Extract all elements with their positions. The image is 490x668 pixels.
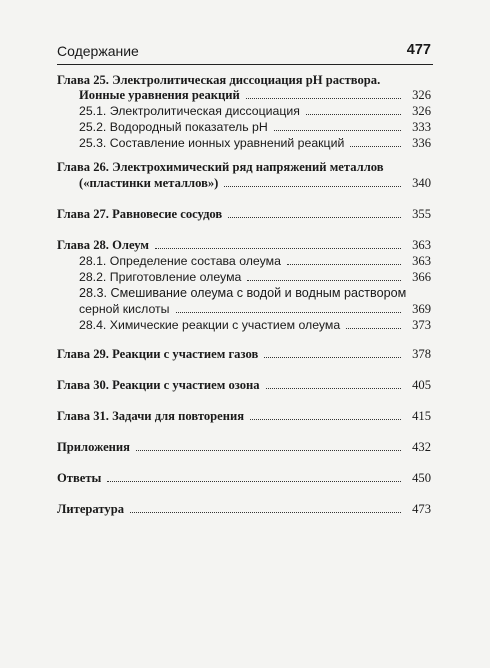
page-number: 366 bbox=[412, 270, 431, 284]
page-number: 432 bbox=[412, 440, 431, 454]
chapter-25-subtitle: Ионные уравнения реакций bbox=[79, 88, 240, 102]
leader-dots bbox=[247, 279, 401, 281]
chapter-26-subtitle: («пластинки металлов») bbox=[79, 176, 219, 190]
toc-entry-28-4[interactable] bbox=[79, 317, 431, 333]
leader-dots bbox=[224, 185, 401, 187]
leader-dots bbox=[350, 145, 401, 147]
page-number: 336 bbox=[412, 136, 431, 150]
chapter-label: Глава 30. Реакции с участием озона bbox=[57, 378, 260, 392]
toc-entry-appendix[interactable] bbox=[57, 439, 431, 455]
running-header bbox=[57, 40, 433, 65]
page-number: 369 bbox=[412, 302, 431, 316]
section-label: 25.2. Водородный показатель pH bbox=[79, 120, 268, 134]
page-number: 333 bbox=[412, 120, 431, 134]
toc-entry-chapter-26[interactable] bbox=[79, 175, 431, 191]
toc-entry-28-2[interactable] bbox=[79, 269, 431, 285]
toc-entry-28-1[interactable] bbox=[79, 253, 431, 269]
header-title: Содержание bbox=[57, 43, 139, 59]
toc-entry-25-3[interactable] bbox=[79, 135, 431, 151]
chapter-label: Литература bbox=[57, 502, 125, 516]
leader-dots bbox=[130, 511, 401, 513]
page-number: 415 bbox=[412, 409, 431, 423]
chapter-26-title: Глава 26. Электрохимический ряд напряжений металлов bbox=[57, 160, 384, 174]
chapter-label: Глава 27. Равновесие сосудов bbox=[57, 207, 223, 221]
leader-dots bbox=[136, 449, 401, 451]
chapter-label: Глава 31. Задачи для повторения bbox=[57, 409, 245, 423]
page-number: 340 bbox=[412, 176, 431, 190]
section-28-3-continuation: серной кислоты bbox=[79, 302, 170, 316]
toc-entry-chapter-30[interactable] bbox=[57, 377, 431, 393]
leader-dots bbox=[107, 480, 401, 482]
toc-entry-28-3[interactable] bbox=[79, 301, 431, 317]
leader-dots bbox=[274, 129, 401, 131]
toc-entry-literature[interactable] bbox=[57, 501, 431, 517]
toc-entry-25-2[interactable] bbox=[79, 119, 431, 135]
toc-entry-chapter-28[interactable] bbox=[57, 237, 431, 253]
page-number: 378 bbox=[412, 347, 431, 361]
leader-dots bbox=[250, 418, 401, 420]
page-number: 373 bbox=[412, 318, 431, 332]
section-28-3-title: 28.3. Смешивание олеума с водой и водным раствором bbox=[79, 286, 407, 300]
leader-dots bbox=[246, 97, 401, 99]
section-label: 25.3. Составление ионных уравнений реакций bbox=[79, 136, 345, 150]
leader-dots bbox=[176, 311, 402, 313]
leader-dots bbox=[228, 216, 401, 218]
toc-entry-chapter-29[interactable] bbox=[57, 346, 431, 362]
section-label: 25.1. Электролитическая диссоциация bbox=[79, 104, 300, 118]
toc-entry-25-1[interactable] bbox=[79, 103, 431, 119]
toc-entry-chapter-25[interactable] bbox=[79, 87, 431, 103]
chapter-label: Ответы bbox=[57, 471, 102, 485]
toc-entry-chapter-27[interactable] bbox=[57, 206, 431, 222]
chapter-label: Глава 29. Реакции с участием газов bbox=[57, 347, 259, 361]
page-number: 326 bbox=[412, 88, 431, 102]
leader-dots bbox=[306, 113, 401, 115]
leader-dots bbox=[346, 327, 401, 329]
page-number: 473 bbox=[412, 502, 431, 516]
page-number: 326 bbox=[412, 104, 431, 118]
section-label: 28.1. Определение состава олеума bbox=[79, 254, 281, 268]
page-number: 355 bbox=[412, 207, 431, 221]
leader-dots bbox=[287, 263, 401, 265]
leader-dots bbox=[264, 356, 401, 358]
page-number: 363 bbox=[412, 238, 431, 252]
leader-dots bbox=[266, 387, 401, 389]
page-number: 450 bbox=[412, 471, 431, 485]
chapter-label: Приложения bbox=[57, 440, 130, 454]
chapter-label: Глава 28. Олеум bbox=[57, 238, 149, 252]
section-label: 28.4. Химические реакции с участием олеума bbox=[79, 318, 341, 332]
header-page-number: 477 bbox=[406, 42, 431, 58]
page-number: 363 bbox=[412, 254, 431, 268]
leader-dots bbox=[155, 247, 401, 249]
section-label: 28.2. Приготовление олеума bbox=[79, 270, 242, 284]
toc-entry-answers[interactable] bbox=[57, 470, 431, 486]
chapter-25-title: Глава 25. Электролитическая диссоциация pH раствора. bbox=[57, 73, 381, 87]
toc-entry-chapter-31[interactable] bbox=[57, 408, 431, 424]
page-number: 405 bbox=[412, 378, 431, 392]
